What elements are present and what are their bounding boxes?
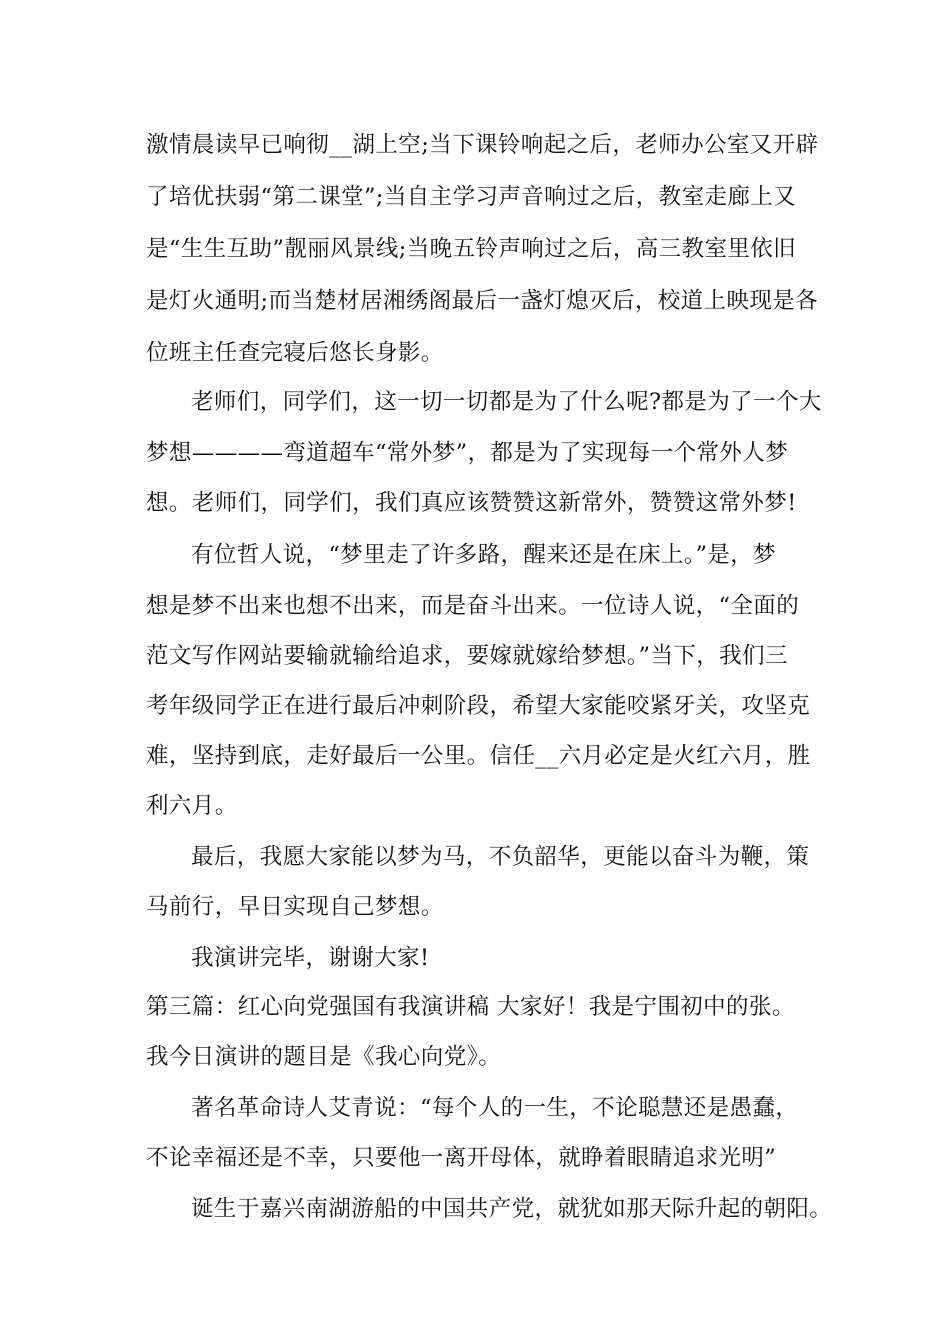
text-line: 激情晨读早已响彻__湖上空;当下课铃响起之后，老师办公室又开辟 bbox=[146, 132, 819, 158]
text-line: 位班主任查完寝后悠长身影。 bbox=[146, 340, 444, 366]
text-line: 是“生生互助”靓丽风景线;当晚五铃声响过之后，高三教室里依旧 bbox=[146, 236, 797, 262]
text-line: 想。老师们，同学们，我们真应该赞赞这新常外，赞赞这常外梦! bbox=[146, 490, 797, 516]
text-line: 马前行，早日实现自己梦想。 bbox=[146, 894, 444, 920]
section-heading-line: 第三篇：红心向党强国有我演讲稿 大家好！我是宁围初中的张。 bbox=[146, 994, 795, 1020]
text-line: 老师们，同学们，这一切一切都是为了什么呢?都是为了一个大 bbox=[191, 389, 822, 415]
text-line: 梦想————弯道超车“常外梦”，都是为了实现每一个常外人梦 bbox=[146, 440, 789, 466]
text-line: 范文写作网站要输就输给追求，要嫁就嫁给梦想。”当下，我们三 bbox=[146, 643, 788, 669]
text-line: 有位哲人说，“梦里走了许多路，醒来还是在床上。”是，梦 bbox=[191, 542, 777, 568]
text-line: 最后，我愿大家能以梦为马，不负韶华，更能以奋斗为鞭，策 bbox=[191, 844, 810, 870]
text-line: 著名革命诗人艾青说：“每个人的一生，不论聪慧还是愚蠢， bbox=[191, 1095, 799, 1121]
text-line: 不论幸福还是不幸，只要他一离开母体，就睁着眼睛追求光明” bbox=[146, 1145, 777, 1171]
text-line: 了培优扶弱“第二课堂”;当自主学习声音响过之后，教室走廊上又 bbox=[146, 184, 797, 210]
text-line: 诞生于嘉兴南湖游船的中国共产党，就犹如那天际升起的朝阳。 bbox=[191, 1196, 833, 1222]
text-line: 考年级同学正在进行最后冲刺阶段，希望大家能咬紧牙关，攻坚克 bbox=[146, 693, 811, 719]
text-line: 是灯火通明;而当楚材居湘绣阁最后一盏灯熄灭后，校道上映现是各 bbox=[146, 288, 819, 314]
text-line: 想是梦不出来也想不出来，而是奋斗出来。一位诗人说，“全面的 bbox=[146, 593, 800, 619]
text-line: 利六月。 bbox=[146, 793, 238, 819]
text-line: 难，坚持到底，走好最后一公里。信任__六月必定是火红六月，胜 bbox=[146, 743, 811, 769]
text-line: 我今日演讲的题目是《我心向党》。 bbox=[146, 1044, 502, 1070]
text-line: 我演讲完毕，谢谢大家! bbox=[191, 945, 430, 971]
